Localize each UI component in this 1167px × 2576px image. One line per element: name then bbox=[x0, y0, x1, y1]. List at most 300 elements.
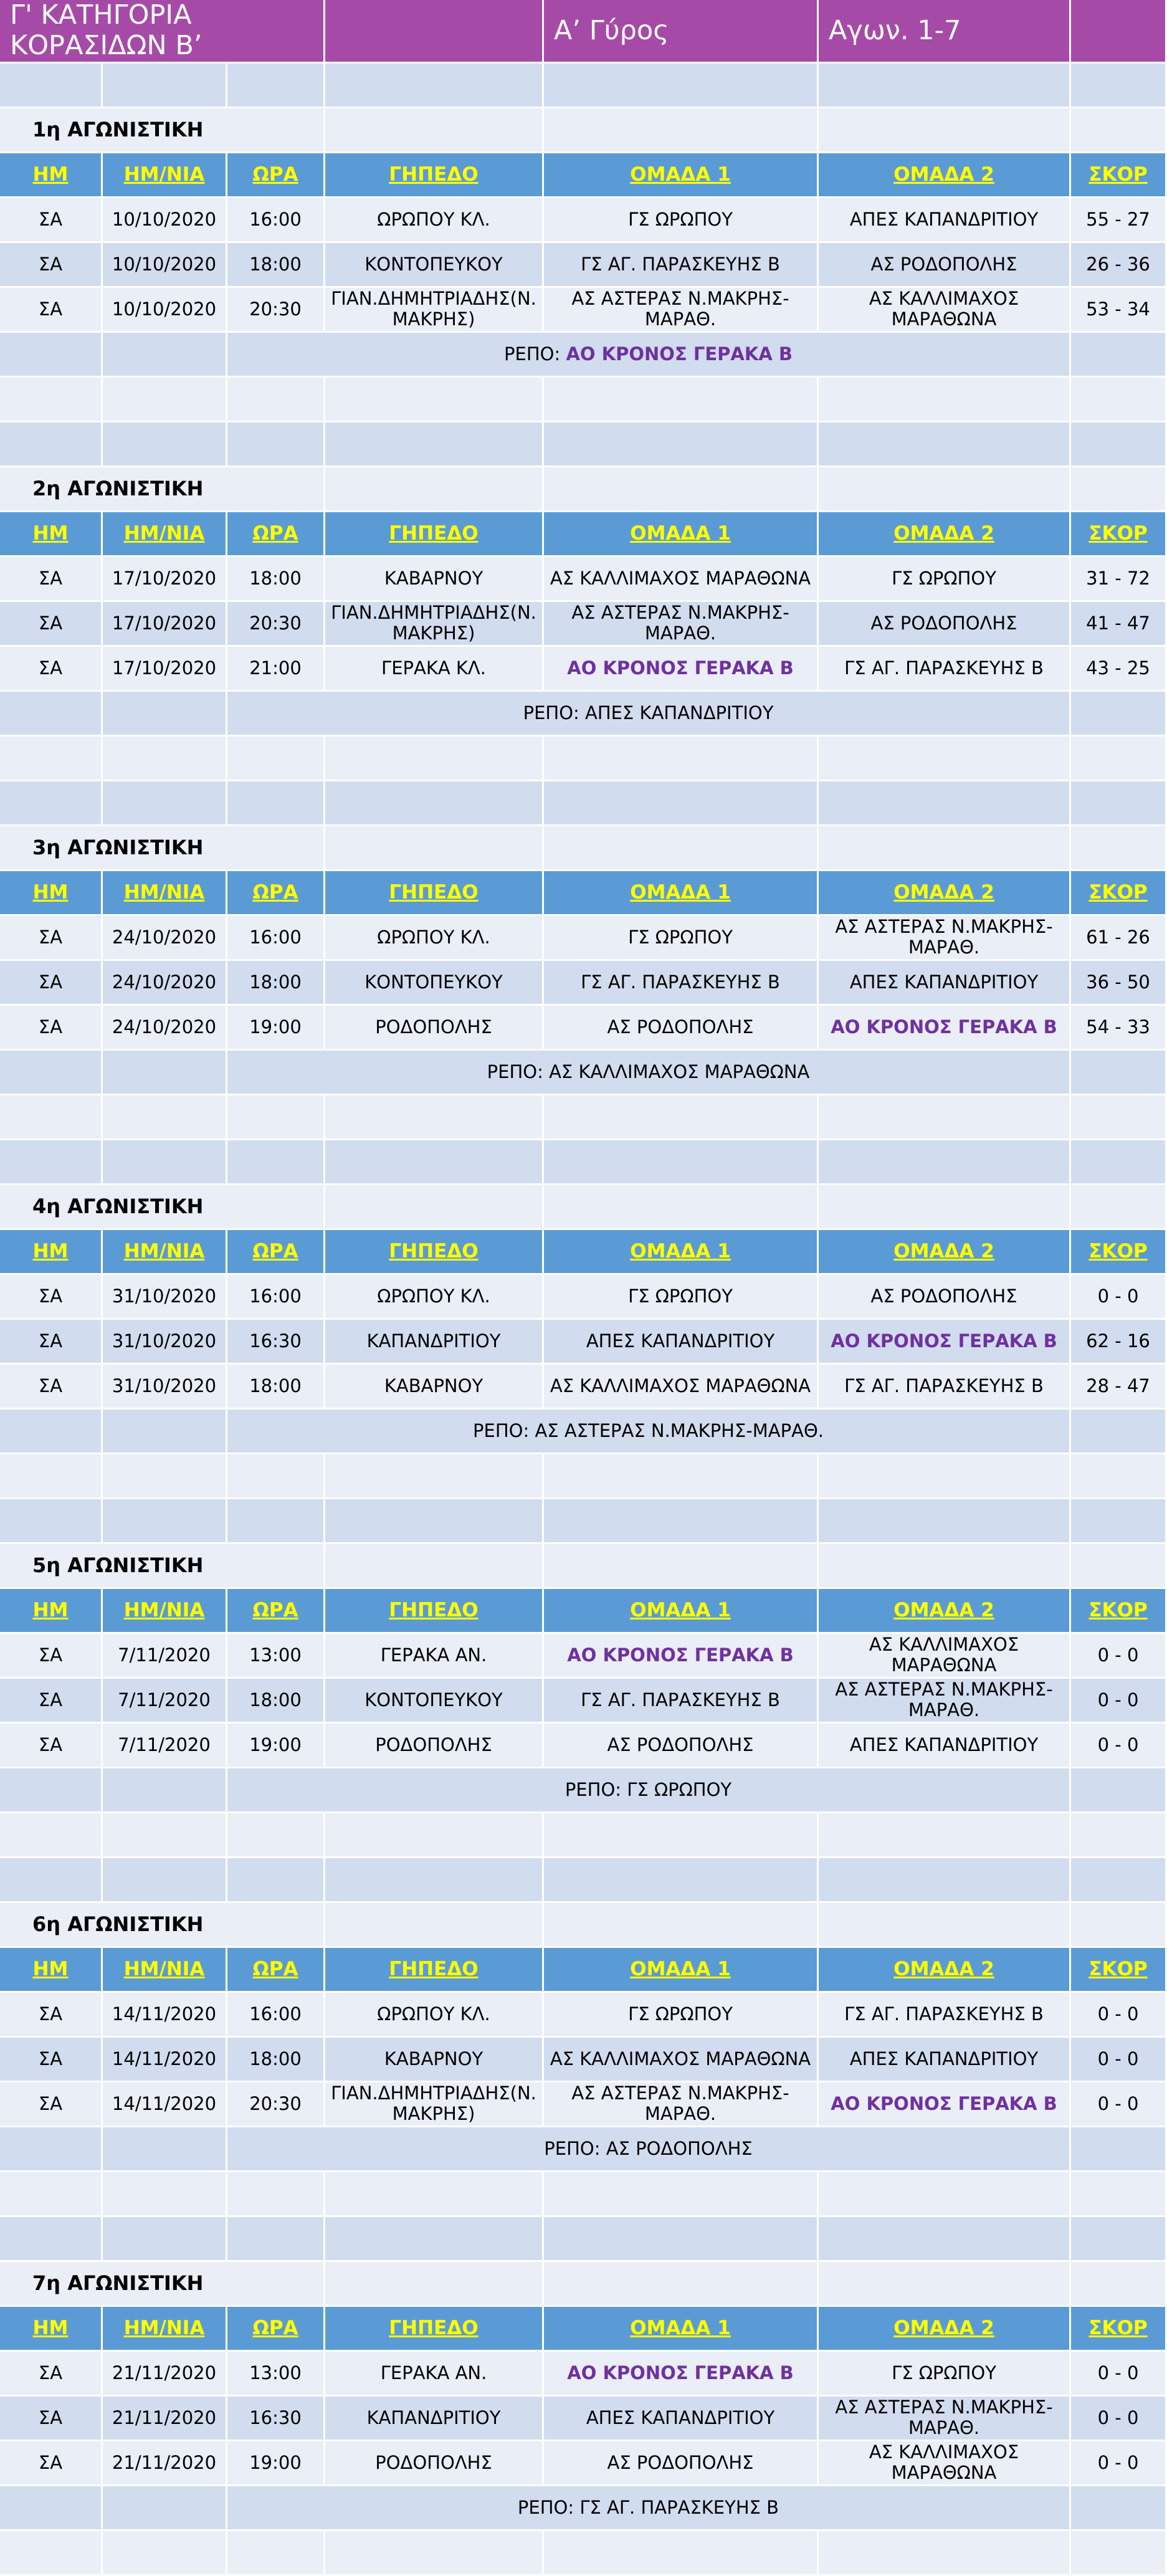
round-row bbox=[0, 467, 1167, 512]
column-header: ΟΜΑΔΑ 1 bbox=[544, 2307, 819, 2352]
match-row bbox=[0, 1679, 1167, 1724]
empty-cell bbox=[0, 1768, 103, 1813]
empty-cell bbox=[544, 422, 819, 467]
empty-cell bbox=[819, 1903, 1071, 1948]
repo-label: ΡΕΠΟ: bbox=[504, 343, 561, 365]
match-row bbox=[0, 243, 1167, 288]
spacer-row bbox=[0, 2172, 1167, 2217]
empty-cell bbox=[325, 1095, 544, 1140]
match-row bbox=[0, 647, 1167, 692]
column-header: ΟΜΑΔΑ 1 bbox=[544, 1948, 819, 1993]
empty-cell bbox=[0, 64, 103, 108]
date-cell: 31/10/2020 bbox=[103, 1275, 227, 1320]
venue-cell: ΚΑΠΑΝΔΡΙΤΙΟΥ bbox=[325, 1320, 544, 1365]
team2-cell: ΑΟ ΚΡΟΝΟΣ ΓΕΡΑΚΑ Β bbox=[819, 1006, 1071, 1051]
empty-cell bbox=[0, 2217, 103, 2262]
round-title: Α’ Γύρος bbox=[544, 0, 819, 64]
date-cell: 21/11/2020 bbox=[103, 2441, 227, 2486]
time-cell: 16:00 bbox=[227, 916, 325, 961]
team1-cell: ΓΣ ΩΡΩΠΟΥ bbox=[544, 198, 819, 243]
column-header: ΟΜΑΔΑ 1 bbox=[544, 512, 819, 557]
empty-cell bbox=[103, 64, 227, 108]
empty-cell bbox=[544, 2172, 819, 2217]
empty-cell bbox=[227, 1454, 325, 1499]
time-cell: 20:30 bbox=[227, 602, 325, 647]
round-row bbox=[0, 1185, 1167, 1230]
spacer-row bbox=[0, 781, 1167, 826]
repo-row bbox=[0, 2486, 1167, 2531]
team2-cell: ΑΣ ΑΣΤΕΡΑΣ Ν.ΜΑΚΡΗΣ-ΜΑΡΑΘ. bbox=[819, 916, 1071, 961]
empty-cell bbox=[0, 333, 103, 378]
score-cell: 0 - 0 bbox=[1071, 1724, 1167, 1768]
team1-cell: ΑΣ ΡΟΔΟΠΟΛΗΣ bbox=[544, 1006, 819, 1051]
empty-cell bbox=[1071, 2172, 1167, 2217]
empty-cell bbox=[819, 2217, 1071, 2262]
score-cell: 0 - 0 bbox=[1071, 1634, 1167, 1679]
empty-cell bbox=[325, 1544, 544, 1589]
venue-cell: ΚΟΝΤΟΠΕΥΚΟΥ bbox=[325, 1679, 544, 1724]
empty-cell bbox=[819, 1858, 1071, 1903]
day-cell: ΣΑ bbox=[0, 1320, 103, 1365]
spacer-row bbox=[0, 737, 1167, 781]
column-header: ΗΜ/ΝΙΑ bbox=[103, 1589, 227, 1634]
category-title: Γ' ΚΑΤΗΓΟΡΙΑ ΚΟΡΑΣΙΔΩΝ Β’ bbox=[0, 0, 325, 64]
empty-cell bbox=[1071, 333, 1167, 378]
team2-cell: ΑΠΕΣ ΚΑΠΑΝΔΡΙΤΙΟΥ bbox=[819, 961, 1071, 1006]
day-cell: ΣΑ bbox=[0, 2082, 103, 2127]
team2-cell: ΑΣ ΑΣΤΕΡΑΣ Ν.ΜΑΚΡΗΣ-ΜΑΡΑΘ. bbox=[819, 2397, 1071, 2441]
empty-cell bbox=[544, 1813, 819, 1858]
column-header: ΟΜΑΔΑ 2 bbox=[819, 1230, 1071, 1275]
round-label: 3η ΑΓΩΝΙΣΤΙΚΗ bbox=[0, 826, 325, 871]
empty-cell bbox=[819, 781, 1071, 826]
empty-cell bbox=[325, 2531, 544, 2576]
empty-cell bbox=[325, 2217, 544, 2262]
empty-cell bbox=[325, 422, 544, 467]
venue-cell: ΚΑΒΑΡΝΟΥ bbox=[325, 2038, 544, 2082]
team1-cell: ΑΣ ΚΑΛΛΙΜΑΧΟΣ ΜΑΡΑΘΩΝΑ bbox=[544, 1365, 819, 1410]
empty-cell bbox=[1071, 826, 1167, 871]
team2-cell: ΓΣ ΑΓ. ΠΑΡΑΣΚΕΥΗΣ Β bbox=[819, 1993, 1071, 2038]
team1-cell: ΓΣ ΩΡΩΠΟΥ bbox=[544, 916, 819, 961]
match-row bbox=[0, 1006, 1167, 1051]
date-cell: 10/10/2020 bbox=[103, 288, 227, 333]
match-row bbox=[0, 288, 1167, 333]
match-row bbox=[0, 602, 1167, 647]
empty-cell bbox=[544, 467, 819, 512]
empty-cell bbox=[227, 2172, 325, 2217]
time-cell: 18:00 bbox=[227, 243, 325, 288]
time-cell: 16:30 bbox=[227, 1320, 325, 1365]
column-header: ΗΜ bbox=[0, 512, 103, 557]
time-cell: 19:00 bbox=[227, 1006, 325, 1051]
team1-cell: ΑΣ ΑΣΤΕΡΑΣ Ν.ΜΑΚΡΗΣ-ΜΑΡΑΘ. bbox=[544, 288, 819, 333]
day-cell: ΣΑ bbox=[0, 2441, 103, 2486]
repo-label: ΡΕΠΟ: bbox=[564, 1778, 622, 1800]
header-row bbox=[0, 2307, 1167, 2352]
team2-cell: ΓΣ ΑΓ. ΠΑΡΑΣΚΕΥΗΣ Β bbox=[819, 647, 1071, 692]
spacer-row bbox=[0, 1140, 1167, 1185]
empty-cell bbox=[544, 737, 819, 781]
team2-cell: ΓΣ ΩΡΩΠΟΥ bbox=[819, 557, 1071, 602]
team1-cell: ΑΣ ΡΟΔΟΠΟΛΗΣ bbox=[544, 1724, 819, 1768]
repo-team: ΑΣ ΡΟΔΟΠΟΛΗΣ bbox=[606, 2137, 753, 2159]
empty-cell bbox=[103, 378, 227, 422]
repo-team: ΓΣ ΑΓ. ΠΑΡΑΣΚΕΥΗΣ Β bbox=[579, 2496, 779, 2518]
column-header: ΣΚΟΡ bbox=[1071, 1230, 1167, 1275]
column-header: ΗΜ/ΝΙΑ bbox=[103, 1230, 227, 1275]
team1-cell: ΑΣ ΚΑΛΛΙΜΑΧΟΣ ΜΑΡΑΘΩΝΑ bbox=[544, 557, 819, 602]
day-cell: ΣΑ bbox=[0, 1679, 103, 1724]
team2-cell: ΑΠΕΣ ΚΑΠΑΝΔΡΙΤΙΟΥ bbox=[819, 1724, 1071, 1768]
column-header: ΟΜΑΔΑ 2 bbox=[819, 1589, 1071, 1634]
day-cell: ΣΑ bbox=[0, 647, 103, 692]
venue-cell: ΩΡΩΠΟΥ ΚΛ. bbox=[325, 198, 544, 243]
match-row bbox=[0, 2352, 1167, 2397]
repo-cell bbox=[227, 2127, 1071, 2172]
empty-cell bbox=[103, 737, 227, 781]
date-cell: 17/10/2020 bbox=[103, 602, 227, 647]
empty-cell bbox=[325, 1499, 544, 1544]
team2-cell: ΑΣ ΚΑΛΛΙΜΑΧΟΣ ΜΑΡΑΘΩΝΑ bbox=[819, 2441, 1071, 2486]
score-cell: 0 - 0 bbox=[1071, 1679, 1167, 1724]
team1-cell: ΑΠΕΣ ΚΑΠΑΝΔΡΙΤΙΟΥ bbox=[544, 1320, 819, 1365]
match-row bbox=[0, 916, 1167, 961]
empty-cell bbox=[819, 1499, 1071, 1544]
date-cell: 24/10/2020 bbox=[103, 916, 227, 961]
match-row bbox=[0, 961, 1167, 1006]
date-cell: 14/11/2020 bbox=[103, 1993, 227, 2038]
time-cell: 21:00 bbox=[227, 647, 325, 692]
column-header: ΟΜΑΔΑ 1 bbox=[544, 1589, 819, 1634]
empty-cell bbox=[544, 1499, 819, 1544]
empty-cell bbox=[325, 467, 544, 512]
empty-cell bbox=[325, 1140, 544, 1185]
score-cell: 26 - 36 bbox=[1071, 243, 1167, 288]
round-row bbox=[0, 1903, 1167, 1948]
team1-cell: ΑΣ ΚΑΛΛΙΜΑΧΟΣ ΜΑΡΑΘΩΝΑ bbox=[544, 2038, 819, 2082]
repo-row bbox=[0, 333, 1167, 378]
team2-cell: ΑΠΕΣ ΚΑΠΑΝΔΡΙΤΙΟΥ bbox=[819, 198, 1071, 243]
empty-cell bbox=[325, 378, 544, 422]
time-cell: 13:00 bbox=[227, 2352, 325, 2397]
venue-cell: ΚΑΒΑΡΝΟΥ bbox=[325, 557, 544, 602]
column-header: ΗΜ bbox=[0, 871, 103, 916]
column-header: ΟΜΑΔΑ 2 bbox=[819, 512, 1071, 557]
column-header: ΗΜ bbox=[0, 1589, 103, 1634]
column-header: ΟΜΑΔΑ 2 bbox=[819, 2307, 1071, 2352]
empty-cell bbox=[544, 2217, 819, 2262]
spacer-row bbox=[0, 1813, 1167, 1858]
day-cell: ΣΑ bbox=[0, 2038, 103, 2082]
empty-cell bbox=[325, 1185, 544, 1230]
empty-cell bbox=[544, 2531, 819, 2576]
empty-cell bbox=[544, 64, 819, 108]
venue-cell: ΓΕΡΑΚΑ ΑΝ. bbox=[325, 1634, 544, 1679]
repo-row bbox=[0, 1410, 1167, 1454]
empty-cell bbox=[819, 2172, 1071, 2217]
empty-cell bbox=[544, 1903, 819, 1948]
empty-cell bbox=[103, 1454, 227, 1499]
empty-cell bbox=[1071, 1813, 1167, 1858]
team1-cell: ΑΣ ΑΣΤΕΡΑΣ Ν.ΜΑΚΡΗΣ-ΜΑΡΑΘ. bbox=[544, 602, 819, 647]
empty-cell bbox=[1071, 1185, 1167, 1230]
empty-cell bbox=[227, 1095, 325, 1140]
time-cell: 18:00 bbox=[227, 961, 325, 1006]
empty-cell bbox=[0, 2531, 103, 2576]
empty-cell bbox=[227, 737, 325, 781]
empty-cell bbox=[819, 64, 1071, 108]
empty-cell bbox=[1071, 1410, 1167, 1454]
empty-cell bbox=[227, 422, 325, 467]
venue-cell: ΩΡΩΠΟΥ ΚΛ. bbox=[325, 1993, 544, 2038]
repo-cell bbox=[227, 333, 1071, 378]
score-cell: 28 - 47 bbox=[1071, 1365, 1167, 1410]
empty-cell bbox=[0, 2172, 103, 2217]
day-cell: ΣΑ bbox=[0, 1634, 103, 1679]
match-row bbox=[0, 2082, 1167, 2127]
empty-cell bbox=[544, 781, 819, 826]
empty-cell bbox=[103, 2172, 227, 2217]
repo-cell bbox=[227, 1051, 1071, 1095]
repo-cell bbox=[227, 1410, 1071, 1454]
column-header: ΩΡΑ bbox=[227, 2307, 325, 2352]
empty-cell bbox=[819, 2262, 1071, 2307]
day-cell: ΣΑ bbox=[0, 961, 103, 1006]
column-header: ΣΚΟΡ bbox=[1071, 512, 1167, 557]
column-header: ΗΜ/ΝΙΑ bbox=[103, 2307, 227, 2352]
day-cell: ΣΑ bbox=[0, 1993, 103, 2038]
empty-cell bbox=[325, 64, 544, 108]
empty-cell bbox=[1071, 1454, 1167, 1499]
header-row bbox=[0, 1948, 1167, 1993]
venue-cell: ΓΙΑΝ.ΔΗΜΗΤΡΙΑΔΗΣ(Ν. ΜΑΚΡΗΣ) bbox=[325, 602, 544, 647]
empty-cell bbox=[325, 1454, 544, 1499]
date-cell: 17/10/2020 bbox=[103, 647, 227, 692]
empty-cell bbox=[544, 826, 819, 871]
column-header: ΩΡΑ bbox=[227, 1948, 325, 1993]
empty-cell bbox=[325, 2262, 544, 2307]
empty-cell bbox=[103, 1499, 227, 1544]
score-cell: 43 - 25 bbox=[1071, 647, 1167, 692]
empty-cell bbox=[325, 1858, 544, 1903]
empty-cell bbox=[103, 1768, 227, 1813]
repo-team: ΑΣ ΑΣΤΕΡΑΣ Ν.ΜΑΚΡΗΣ-ΜΑΡΑΘ. bbox=[535, 1419, 824, 1441]
date-cell: 17/10/2020 bbox=[103, 557, 227, 602]
score-cell: 0 - 0 bbox=[1071, 1275, 1167, 1320]
empty-cell bbox=[1071, 2217, 1167, 2262]
empty-cell bbox=[227, 1499, 325, 1544]
empty-cell bbox=[103, 1858, 227, 1903]
team2-cell: ΑΣ ΚΑΛΛΙΜΑΧΟΣ ΜΑΡΑΘΩΝΑ bbox=[819, 1634, 1071, 1679]
repo-row bbox=[0, 1768, 1167, 1813]
venue-cell: ΓΕΡΑΚΑ ΚΛ. bbox=[325, 647, 544, 692]
empty-cell bbox=[0, 1051, 103, 1095]
day-cell: ΣΑ bbox=[0, 2352, 103, 2397]
date-cell: 10/10/2020 bbox=[103, 198, 227, 243]
empty-cell bbox=[819, 378, 1071, 422]
title-empty-cell bbox=[1071, 0, 1167, 64]
day-cell: ΣΑ bbox=[0, 602, 103, 647]
venue-cell: ΚΟΝΤΟΠΕΥΚΟΥ bbox=[325, 243, 544, 288]
column-header: ΣΚΟΡ bbox=[1071, 871, 1167, 916]
empty-cell bbox=[819, 1095, 1071, 1140]
team1-cell: ΓΣ ΑΓ. ΠΑΡΑΣΚΕΥΗΣ Β bbox=[544, 243, 819, 288]
empty-cell bbox=[0, 1858, 103, 1903]
score-cell: 61 - 26 bbox=[1071, 916, 1167, 961]
column-header: ΣΚΟΡ bbox=[1071, 1948, 1167, 1993]
spacer-row bbox=[0, 1858, 1167, 1903]
empty-cell bbox=[227, 378, 325, 422]
column-header: ΟΜΑΔΑ 2 bbox=[819, 871, 1071, 916]
empty-cell bbox=[1071, 2486, 1167, 2531]
spacer-row bbox=[0, 64, 1167, 108]
empty-cell bbox=[544, 2262, 819, 2307]
round-row bbox=[0, 1544, 1167, 1589]
empty-cell bbox=[1071, 692, 1167, 737]
empty-cell bbox=[819, 467, 1071, 512]
header-row bbox=[0, 512, 1167, 557]
spacer-row bbox=[0, 2531, 1167, 2576]
time-cell: 16:00 bbox=[227, 1993, 325, 2038]
repo-cell bbox=[227, 1768, 1071, 1813]
repo-label: ΡΕΠΟ: bbox=[473, 1419, 530, 1441]
day-cell: ΣΑ bbox=[0, 1365, 103, 1410]
repo-team: ΑΠΕΣ ΚΑΠΑΝΔΡΙΤΙΟΥ bbox=[585, 702, 774, 723]
match-row bbox=[0, 1275, 1167, 1320]
empty-cell bbox=[325, 781, 544, 826]
title-empty-cell bbox=[325, 0, 544, 64]
venue-cell: ΚΑΠΑΝΔΡΙΤΙΟΥ bbox=[325, 2397, 544, 2441]
venue-cell: ΡΟΔΟΠΟΛΗΣ bbox=[325, 1006, 544, 1051]
match-row bbox=[0, 198, 1167, 243]
empty-cell bbox=[1071, 1051, 1167, 1095]
round-row bbox=[0, 2262, 1167, 2307]
time-cell: 19:00 bbox=[227, 1724, 325, 1768]
day-cell: ΣΑ bbox=[0, 198, 103, 243]
empty-cell bbox=[819, 1813, 1071, 1858]
column-header: ΗΜ bbox=[0, 1230, 103, 1275]
empty-cell bbox=[819, 737, 1071, 781]
empty-cell bbox=[1071, 378, 1167, 422]
spacer-row bbox=[0, 1499, 1167, 1544]
score-cell: 53 - 34 bbox=[1071, 288, 1167, 333]
day-cell: ΣΑ bbox=[0, 1006, 103, 1051]
score-cell: 0 - 0 bbox=[1071, 2397, 1167, 2441]
empty-cell bbox=[1071, 2127, 1167, 2172]
time-cell: 16:30 bbox=[227, 2397, 325, 2441]
day-cell: ΣΑ bbox=[0, 288, 103, 333]
match-row bbox=[0, 1634, 1167, 1679]
team2-cell: ΑΟ ΚΡΟΝΟΣ ΓΕΡΑΚΑ Β bbox=[819, 2082, 1071, 2127]
games-title: Αγων. 1-7 bbox=[819, 0, 1071, 64]
round-row bbox=[0, 108, 1167, 153]
time-cell: 19:00 bbox=[227, 2441, 325, 2486]
column-header: ΗΜ bbox=[0, 1948, 103, 1993]
empty-cell bbox=[544, 1185, 819, 1230]
empty-cell bbox=[325, 1813, 544, 1858]
venue-cell: ΓΙΑΝ.ΔΗΜΗΤΡΙΑΔΗΣ(Ν. ΜΑΚΡΗΣ) bbox=[325, 2082, 544, 2127]
empty-cell bbox=[227, 1858, 325, 1903]
empty-cell bbox=[819, 108, 1071, 153]
match-row bbox=[0, 1993, 1167, 2038]
empty-cell bbox=[103, 1095, 227, 1140]
empty-cell bbox=[544, 1095, 819, 1140]
score-cell: 55 - 27 bbox=[1071, 198, 1167, 243]
column-header: ΩΡΑ bbox=[227, 871, 325, 916]
empty-cell bbox=[544, 1858, 819, 1903]
header-row bbox=[0, 1230, 1167, 1275]
team1-cell: ΑΟ ΚΡΟΝΟΣ ΓΕΡΑΚΑ Β bbox=[544, 1634, 819, 1679]
empty-cell bbox=[1071, 1140, 1167, 1185]
column-header: ΣΚΟΡ bbox=[1071, 153, 1167, 198]
match-row bbox=[0, 557, 1167, 602]
column-header: ΩΡΑ bbox=[227, 153, 325, 198]
empty-cell bbox=[103, 1410, 227, 1454]
column-header: ΟΜΑΔΑ 1 bbox=[544, 153, 819, 198]
repo-cell bbox=[227, 692, 1071, 737]
column-header: ΗΜ/ΝΙΑ bbox=[103, 1948, 227, 1993]
match-row bbox=[0, 1365, 1167, 1410]
round-row bbox=[0, 826, 1167, 871]
empty-cell bbox=[1071, 1858, 1167, 1903]
column-header: ΟΜΑΔΑ 2 bbox=[819, 1948, 1071, 1993]
empty-cell bbox=[544, 1544, 819, 1589]
empty-cell bbox=[544, 1140, 819, 1185]
empty-cell bbox=[544, 378, 819, 422]
empty-cell bbox=[227, 1813, 325, 1858]
empty-cell bbox=[103, 422, 227, 467]
empty-cell bbox=[103, 1140, 227, 1185]
empty-cell bbox=[1071, 1903, 1167, 1948]
match-row bbox=[0, 2397, 1167, 2441]
empty-cell bbox=[0, 378, 103, 422]
empty-cell bbox=[819, 2531, 1071, 2576]
venue-cell: ΚΑΒΑΡΝΟΥ bbox=[325, 1365, 544, 1410]
empty-cell bbox=[1071, 781, 1167, 826]
date-cell: 21/11/2020 bbox=[103, 2352, 227, 2397]
date-cell: 24/10/2020 bbox=[103, 1006, 227, 1051]
date-cell: 24/10/2020 bbox=[103, 961, 227, 1006]
round-label: 1η ΑΓΩΝΙΣΤΙΚΗ bbox=[0, 108, 325, 153]
venue-cell: ΡΟΔΟΠΟΛΗΣ bbox=[325, 2441, 544, 2486]
empty-cell bbox=[0, 1095, 103, 1140]
empty-cell bbox=[325, 737, 544, 781]
score-cell: 31 - 72 bbox=[1071, 557, 1167, 602]
empty-cell bbox=[819, 1544, 1071, 1589]
score-cell: 0 - 0 bbox=[1071, 1993, 1167, 2038]
team2-cell: ΓΣ ΩΡΩΠΟΥ bbox=[819, 2352, 1071, 2397]
repo-team: ΑΣ ΚΑΛΛΙΜΑΧΟΣ ΜΑΡΑΘΩΝΑ bbox=[549, 1061, 810, 1082]
spacer-row bbox=[0, 1454, 1167, 1499]
round-label: 7η ΑΓΩΝΙΣΤΙΚΗ bbox=[0, 2262, 325, 2307]
round-label: 2η ΑΓΩΝΙΣΤΙΚΗ bbox=[0, 467, 325, 512]
time-cell: 18:00 bbox=[227, 557, 325, 602]
team1-cell: ΓΣ ΩΡΩΠΟΥ bbox=[544, 1993, 819, 2038]
header-row bbox=[0, 871, 1167, 916]
empty-cell bbox=[0, 1410, 103, 1454]
team1-cell: ΑΟ ΚΡΟΝΟΣ ΓΕΡΑΚΑ Β bbox=[544, 2352, 819, 2397]
empty-cell bbox=[325, 826, 544, 871]
empty-cell bbox=[819, 422, 1071, 467]
repo-label: ΡΕΠΟ: bbox=[544, 2137, 601, 2159]
empty-cell bbox=[0, 1499, 103, 1544]
column-header: ΩΡΑ bbox=[227, 512, 325, 557]
empty-cell bbox=[103, 2217, 227, 2262]
column-header: ΣΚΟΡ bbox=[1071, 1589, 1167, 1634]
empty-cell bbox=[1071, 1499, 1167, 1544]
score-cell: 54 - 33 bbox=[1071, 1006, 1167, 1051]
